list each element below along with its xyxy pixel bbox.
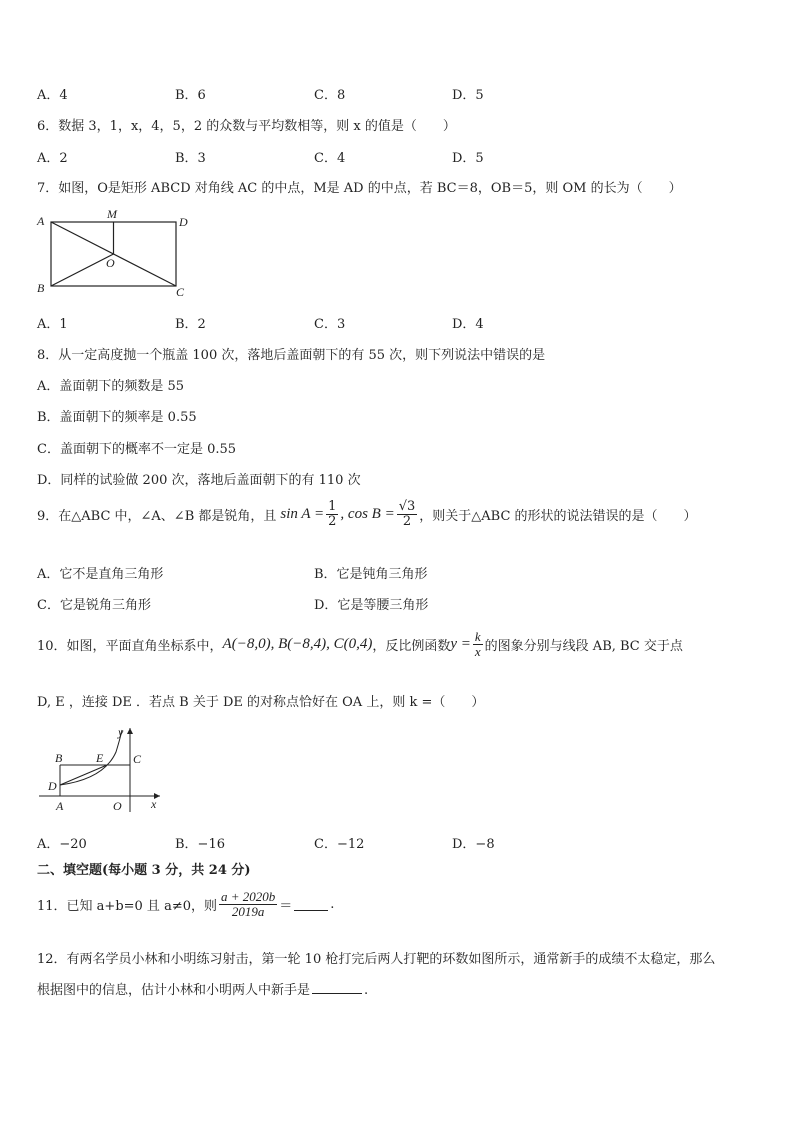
q6-stem: 6．数据 3，1，x，4，5，2 的众数与平均数相等，则 x 的值是（ ）	[37, 119, 456, 134]
q6-option-d: D．5	[452, 151, 484, 166]
q10-coordinate-figure	[34, 724, 169, 816]
q10-option-c: C．−12	[314, 837, 365, 852]
q5-option-c: C．8	[314, 88, 346, 103]
label-e: E	[96, 751, 104, 765]
q6-option-a: A．2	[37, 151, 68, 166]
label-b: B	[37, 281, 45, 295]
q8-option-c: C．盖面朝下的概率不一定是 0.55	[37, 442, 237, 457]
q11-fraction	[219, 890, 277, 920]
q10-function-lhs: y =	[450, 636, 471, 653]
q9-cos-numerator: √3	[398, 499, 416, 514]
label-o: O	[106, 256, 115, 270]
q6-option-b: B．3	[175, 151, 206, 166]
q11-stem	[37, 890, 334, 920]
q9-cos-label: , cos B =	[340, 506, 395, 523]
section-2-title: 二、填空题(每小题 3 分，共 24 分)	[37, 863, 251, 878]
q9-cos-denominator: 2	[402, 514, 412, 530]
q7-option-a: A．1	[37, 317, 68, 332]
q10-function-fraction	[473, 630, 483, 660]
q9-prefix: 9．在△ABC 中，∠A、∠B 都是锐角，且	[37, 509, 277, 525]
q12-answer-blank[interactable]	[312, 981, 362, 994]
q9-suffix: ，则关于△ABC 的形状的说法错误的是（ ）	[419, 509, 697, 525]
q7-option-d: D．4	[452, 317, 484, 332]
q10-function-denominator: x	[474, 644, 481, 660]
q7-option-c: C．3	[314, 317, 346, 332]
q9-option-a: A．它不是直角三角形	[37, 567, 164, 582]
q9-sin-fraction	[326, 500, 338, 530]
label-d: D	[48, 779, 57, 793]
q8-option-a: A．盖面朝下的频数是 55	[37, 379, 185, 394]
q10-stem-line2: D, E ，连接 DE ．若点 B 关于 DE 的对称点恰好在 OA 上，则 k =（ ）	[37, 695, 485, 710]
q10-function-numerator: k	[474, 629, 481, 644]
q9-stem	[37, 500, 697, 530]
label-y: y	[118, 725, 124, 739]
q5-option-a: A．4	[37, 88, 68, 103]
q7-option-b: B．2	[175, 317, 206, 332]
q9-cos-fraction	[397, 500, 418, 530]
q11-numerator: a + 2020b	[220, 889, 276, 904]
q12-stem-line2	[37, 979, 368, 998]
segment-de	[60, 765, 107, 785]
q9-sin-numerator: 1	[328, 499, 337, 514]
q11-prefix: 11．已知 a+b=0 且 a≠0，则	[37, 899, 217, 915]
label-c: C	[176, 285, 185, 297]
q11-equals: ＝	[279, 899, 293, 915]
label-a: A	[37, 214, 45, 228]
q11-end: .	[330, 897, 335, 913]
q10-option-d: D．−8	[452, 837, 495, 852]
q10-stem-line1	[37, 630, 683, 660]
q12-end: .	[364, 983, 369, 998]
q10-option-b: B．−16	[175, 837, 225, 852]
hyperbola-curve	[60, 730, 122, 785]
q12-line2-prefix: 根据图中的信息，估计小林和小明两人中新手是	[37, 983, 311, 998]
label-d: D	[179, 215, 188, 229]
q11-answer-blank[interactable]	[294, 898, 328, 911]
q10-option-a: A．−20	[37, 837, 87, 852]
q7-rectangle-figure	[34, 205, 194, 297]
label-b: B	[55, 751, 63, 765]
q8-option-d: D．同样的试验做 200 次，落地后盖面朝下的有 110 次	[37, 473, 361, 488]
q8-option-b: B．盖面朝下的频率是 0.55	[37, 410, 197, 425]
label-o: O	[113, 799, 122, 813]
q9-option-c: C．它是锐角三角形	[37, 598, 151, 613]
segment-bo	[51, 254, 114, 286]
q9-option-b: B．它是钝角三角形	[314, 567, 428, 582]
q9-sin-label: sin A =	[280, 506, 325, 523]
label-m: M	[107, 207, 117, 221]
q9-sin-denominator: 2	[328, 514, 337, 530]
label-c: C	[133, 752, 142, 766]
q6-option-c: C．4	[314, 151, 346, 166]
y-axis-arrow	[127, 728, 133, 734]
q10-line1-suffix: 的图象分别与线段 AB, BC 交于点	[484, 639, 683, 655]
q10-mid: ，反比例函数	[372, 639, 451, 655]
q12-stem-line1: 12．有两名学员小林和小明练习射击，第一轮 10 枪打完后两人打靶的环数如图所示，通常新手的成绩不太稳定，那么	[37, 952, 716, 967]
q9-option-d: D．它是等腰三角形	[314, 598, 429, 613]
label-a: A	[56, 799, 64, 813]
q5-option-b: B．6	[175, 88, 206, 103]
q11-denominator: 2019a	[231, 904, 265, 920]
q7-stem: 7．如图，O是矩形 ABCD 对角线 AC 的中点，M是 AD 的中点，若 BC＝8，OB＝5，则 OM 的长为（ ）	[37, 181, 682, 196]
label-x: x	[151, 797, 157, 811]
q10-points: A(−8,0), B(−8,4), C(0,4)	[222, 636, 373, 653]
q10-line1-prefix: 10．如图，平面直角坐标系中，	[37, 639, 223, 655]
q8-stem: 8．从一定高度抛一个瓶盖 100 次，落地后盖面朝下的有 55 次，则下列说法中错误的是	[37, 348, 546, 363]
q5-option-d: D．5	[452, 88, 484, 103]
